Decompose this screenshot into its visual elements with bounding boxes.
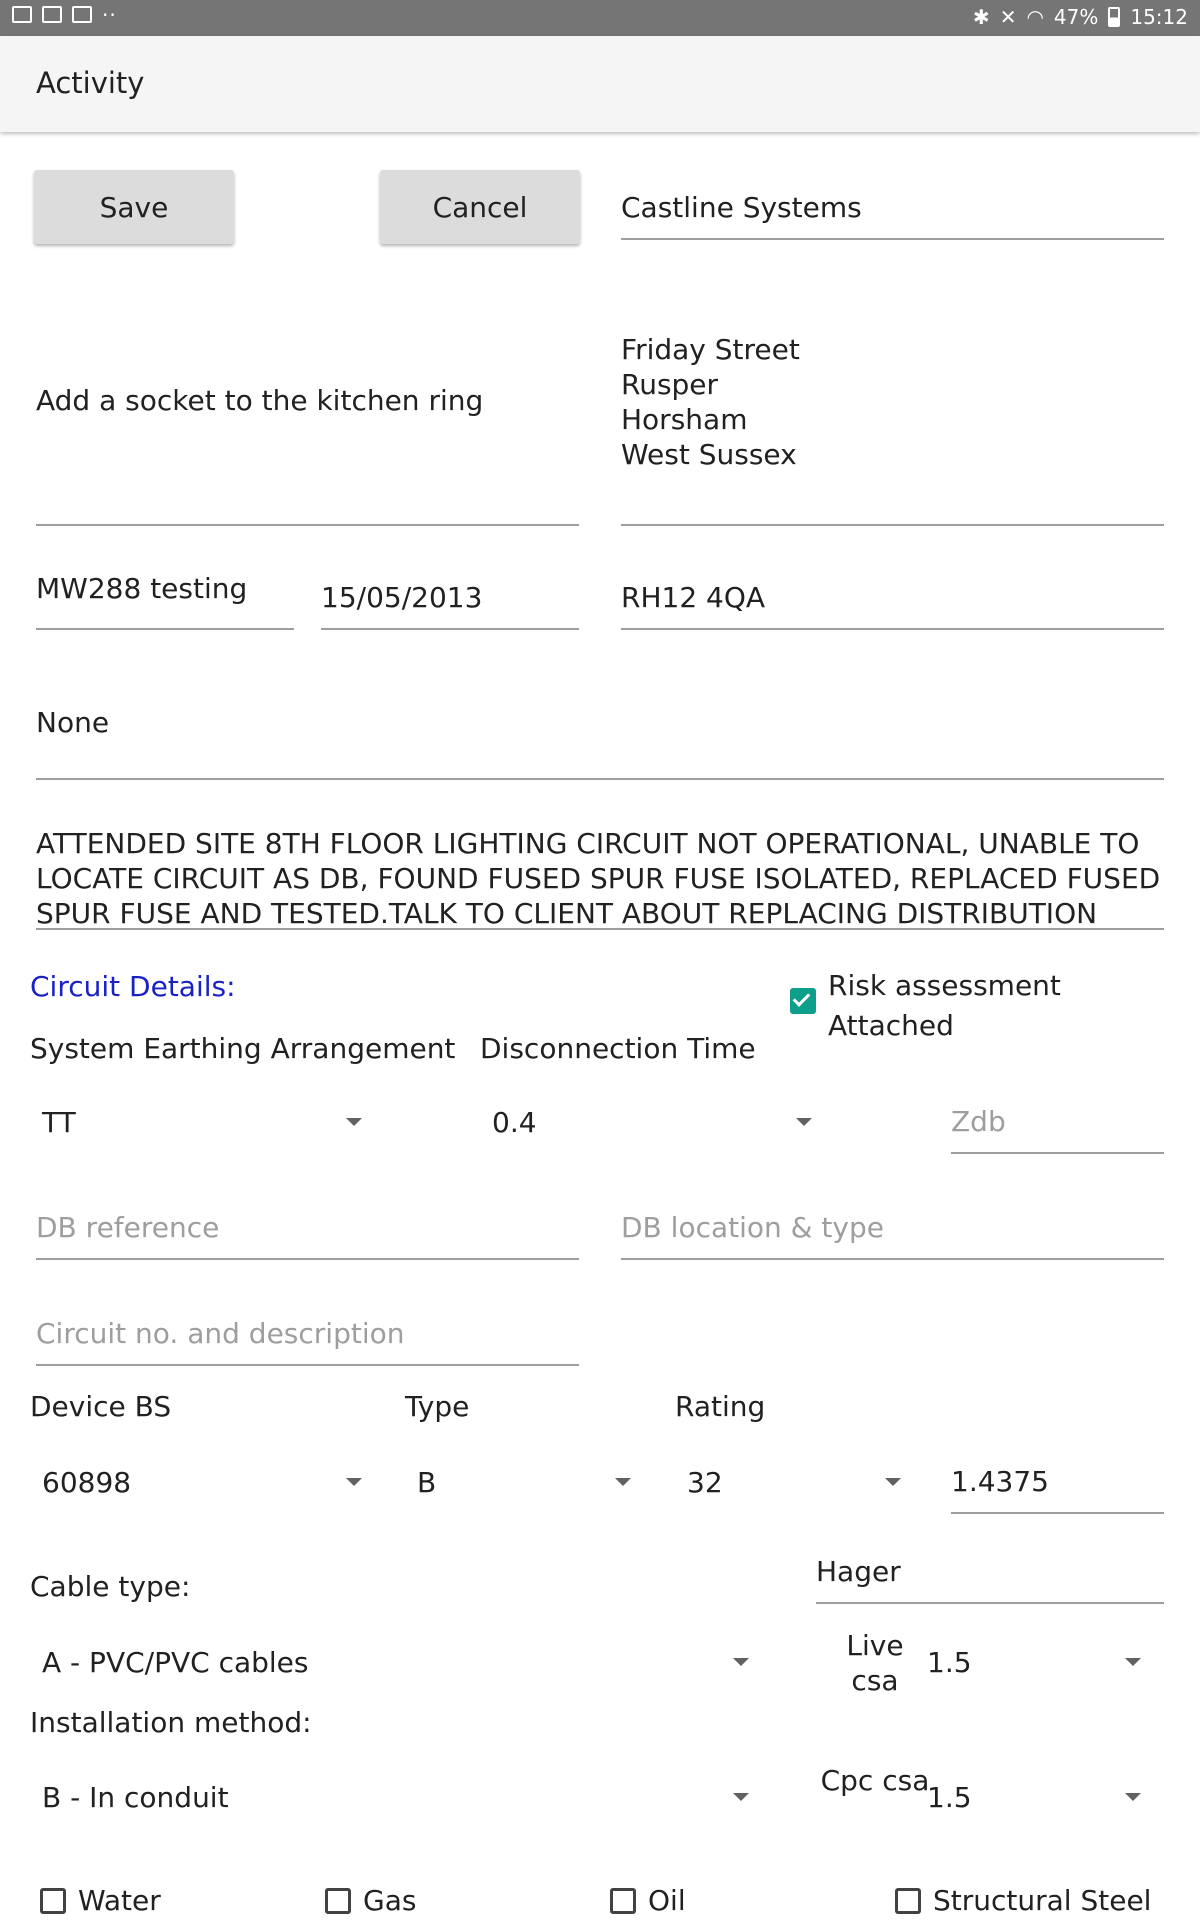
circuit-details-heading: Circuit Details: <box>30 970 236 1003</box>
earthing-spinner[interactable] <box>30 1106 370 1146</box>
rating-spinner[interactable] <box>675 1466 910 1506</box>
clock: 15:12 <box>1130 5 1188 29</box>
work-report-value: ATTENDED SITE 8TH FLOOR LIGHTING CIRCUIT NOT OPERATIONAL, UNABLE TO LOCATE CIRCUIT AS DB, FOUND FUSED SPUR FUSE ISOLATED, REPLACED FUSED SPUR FUSE AND TESTED.TALK TO CLIENT ABOUT REPLACING DISTRIBUTION <box>36 827 1161 930</box>
chevron-down-icon <box>615 1478 631 1486</box>
cpc-csa-label: Cpc csa <box>820 1764 930 1797</box>
address-line: Rusper <box>621 368 719 401</box>
gas-checkbox[interactable] <box>325 1888 351 1914</box>
oil-checkbox[interactable] <box>610 1888 636 1914</box>
measurement-value: 1.4375 <box>951 1465 1049 1498</box>
save-button[interactable]: Save <box>34 170 234 244</box>
installation-method-spinner[interactable] <box>30 1781 760 1821</box>
device-bs-value: 60898 <box>42 1466 132 1499</box>
mail-icon <box>42 6 62 23</box>
live-csa-value: 1.5 <box>927 1646 972 1679</box>
postcode-field[interactable] <box>621 560 1164 630</box>
cable-type-spinner[interactable] <box>30 1646 760 1686</box>
measurement-input[interactable] <box>951 1450 1164 1514</box>
db-reference-placeholder: DB reference <box>36 1211 220 1244</box>
battery-icon <box>1108 7 1120 27</box>
date-field[interactable] <box>321 560 579 630</box>
installation-method-value: B - In conduit <box>42 1781 229 1814</box>
chevron-down-icon <box>796 1118 812 1126</box>
address-line: Friday Street <box>621 333 800 366</box>
wifi-icon: ◠ <box>1026 5 1044 29</box>
rating-label: Rating <box>675 1390 766 1423</box>
device-bs-spinner[interactable] <box>30 1466 370 1506</box>
mute-icon: ✕ <box>999 5 1017 29</box>
disconnection-label: Disconnection Time <box>480 1032 756 1065</box>
chevron-down-icon <box>346 1118 362 1126</box>
battery-percent: 47% <box>1053 5 1099 29</box>
rating-value: 32 <box>687 1466 723 1499</box>
chevron-down-icon <box>346 1478 362 1486</box>
type-label: Type <box>405 1390 470 1423</box>
installation-method-label: Installation method: <box>30 1706 312 1739</box>
db-reference-input[interactable] <box>36 1196 579 1260</box>
db-location-input[interactable] <box>621 1196 1164 1260</box>
chevron-down-icon <box>733 1658 749 1666</box>
address-line: West Sussex <box>621 438 797 471</box>
gas-label: Gas <box>363 1884 417 1917</box>
reference-value: MW288 testing <box>36 572 248 605</box>
address-line: Horsham <box>621 403 748 436</box>
address-field[interactable] <box>621 320 1164 526</box>
image-icon <box>12 6 32 23</box>
zdb-input[interactable] <box>951 1090 1164 1154</box>
notes-field[interactable] <box>36 690 1164 780</box>
bluetooth-icon: ✱ <box>972 5 990 29</box>
cable-type-label: Cable type: <box>30 1570 191 1603</box>
earthing-label: System Earthing Arrangement <box>30 1032 456 1065</box>
live-csa-spinner[interactable] <box>915 1646 1155 1686</box>
app-bar <box>0 36 1200 132</box>
cpc-csa-value: 1.5 <box>927 1781 972 1814</box>
chevron-down-icon <box>1125 1658 1141 1666</box>
chevron-down-icon <box>733 1793 749 1801</box>
manufacturer-input[interactable] <box>816 1540 1164 1604</box>
circuit-no-placeholder: Circuit no. and description <box>36 1317 405 1350</box>
page-title: Activity <box>36 66 145 100</box>
chevron-down-icon <box>1125 1793 1141 1801</box>
date-value: 15/05/2013 <box>321 581 483 614</box>
cable-type-value: A - PVC/PVC cables <box>42 1646 309 1679</box>
cpc-csa-spinner[interactable] <box>915 1781 1155 1821</box>
structural-steel-label: Structural Steel <box>933 1884 1152 1917</box>
reference-field[interactable] <box>36 560 294 630</box>
more-icon: ·· <box>102 2 117 27</box>
oil-label: Oil <box>648 1884 686 1917</box>
device-bs-label: Device BS <box>30 1390 172 1423</box>
risk-assessment-checkbox[interactable] <box>790 988 816 1014</box>
water-label: Water <box>78 1884 161 1917</box>
type-value: B <box>417 1466 437 1499</box>
live-csa-label: Live csa <box>846 1629 904 1697</box>
zdb-placeholder: Zdb <box>951 1105 1006 1138</box>
customer-value: Castline Systems <box>621 191 862 224</box>
circuit-no-input[interactable] <box>36 1302 579 1366</box>
chevron-down-icon <box>885 1478 901 1486</box>
db-location-placeholder: DB location & type <box>621 1211 884 1244</box>
risk-assessment-label: Risk assessment Attached <box>828 969 1061 1042</box>
work-report-field[interactable] <box>36 820 1164 930</box>
manufacturer-value: Hager <box>816 1555 901 1588</box>
structural-steel-checkbox[interactable] <box>895 1888 921 1914</box>
cancel-button[interactable]: Cancel <box>380 170 580 244</box>
water-checkbox[interactable] <box>40 1888 66 1914</box>
disconnection-value: 0.4 <box>492 1106 537 1139</box>
disconnection-spinner[interactable] <box>480 1106 820 1146</box>
mail-icon <box>72 6 92 23</box>
postcode-value: RH12 4QA <box>621 581 766 614</box>
earthing-value: TT <box>42 1106 76 1139</box>
type-spinner[interactable] <box>405 1466 640 1506</box>
job-description-value: Add a socket to the kitchen ring <box>36 384 484 417</box>
checkbox-checked-icon <box>790 988 816 1014</box>
customer-field[interactable] <box>621 180 1164 240</box>
job-description-field[interactable] <box>36 320 579 526</box>
notes-value: None <box>36 706 110 739</box>
status-bar <box>0 0 1200 36</box>
